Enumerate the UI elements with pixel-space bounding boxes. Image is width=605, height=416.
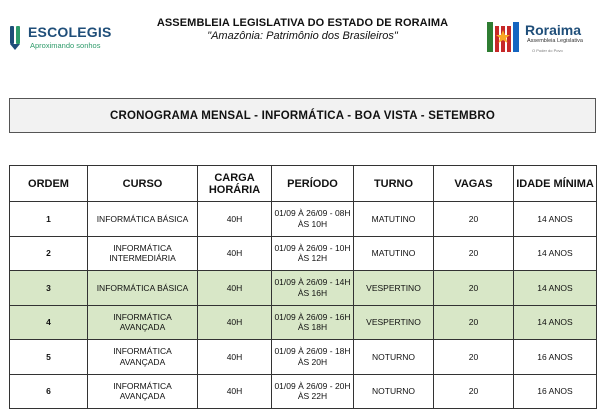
cell-vagas: 20 <box>434 236 514 271</box>
assembleia-building-icon <box>486 20 522 54</box>
page-title: ASSEMBLEIA LEGISLATIVA DO ESTADO DE RORAIMA <box>156 17 449 29</box>
cell-ordem: 5 <box>10 340 88 375</box>
table-row <box>10 236 597 271</box>
header-curso: CURSO <box>88 166 198 202</box>
cell-carga: 40H <box>198 271 272 306</box>
page-subtitle: "Amazônia: Patrimônio dos Brasileiros" <box>207 30 398 42</box>
assembleia-roraima-logo <box>486 18 600 62</box>
header-idade-minima: IDADE MÍNIMA <box>514 166 597 202</box>
cell-turno: MATUTINO <box>354 202 434 237</box>
cell-turno: NOTURNO <box>354 374 434 409</box>
cell-turno: NOTURNO <box>354 340 434 375</box>
cell-curso: INFORMÁTICA AVANÇADA <box>88 340 198 375</box>
cell-turno: VESPERTINO <box>354 271 434 306</box>
cell-periodo: 01/09 À 26/09 - 10H ÀS 12H <box>272 236 354 271</box>
cell-carga: 40H <box>198 340 272 375</box>
cell-vagas: 20 <box>434 340 514 375</box>
cell-turno: MATUTINO <box>354 236 434 271</box>
cell-curso: INFORMÁTICA BÁSICA <box>88 271 198 306</box>
roraima-name: Roraima <box>525 22 582 38</box>
cell-turno: VESPERTINO <box>354 305 434 340</box>
cell-vagas: 20 <box>434 374 514 409</box>
roraima-motto: O Poder do Povo <box>532 48 563 53</box>
cell-carga: 40H <box>198 202 272 237</box>
table-row <box>10 202 597 237</box>
cell-idade: 14 ANOS <box>514 236 597 271</box>
cell-carga: 40H <box>198 236 272 271</box>
header-carga-horaria: CARGA HORÁRIA <box>198 166 272 202</box>
cell-ordem: 2 <box>10 236 88 271</box>
escolegis-tagline: Aproximando sonhos <box>30 41 101 50</box>
cell-ordem: 1 <box>10 202 88 237</box>
schedule-banner-title: CRONOGRAMA MENSAL - INFORMÁTICA - BOA VISTA - SETEMBRO <box>9 98 596 133</box>
cell-idade: 14 ANOS <box>514 202 597 237</box>
cell-periodo: 01/09 À 26/09 - 14H ÀS 16H <box>272 271 354 306</box>
cell-idade: 16 ANOS <box>514 374 597 409</box>
cell-curso: INFORMÁTICA INTERMEDIÁRIA <box>88 236 198 271</box>
cell-periodo: 01/09 À 26/09 - 18H ÀS 20H <box>272 340 354 375</box>
page-header <box>0 0 605 64</box>
cell-ordem: 4 <box>10 305 88 340</box>
table-header-row <box>10 166 597 202</box>
cell-periodo: 01/09 À 26/09 - 20H ÀS 22H <box>272 374 354 409</box>
cell-curso: INFORMÁTICA AVANÇADA <box>88 374 198 409</box>
cell-vagas: 20 <box>434 305 514 340</box>
table-row-highlighted <box>10 305 597 340</box>
cell-ordem: 3 <box>10 271 88 306</box>
cell-vagas: 20 <box>434 202 514 237</box>
table-row <box>10 340 597 375</box>
header-turno: TURNO <box>354 166 434 202</box>
cell-ordem: 6 <box>10 374 88 409</box>
cell-periodo: 01/09 À 26/09 - 16H ÀS 18H <box>272 305 354 340</box>
escolegis-pen-icon <box>8 24 26 50</box>
cell-idade: 14 ANOS <box>514 305 597 340</box>
header-ordem: ORDEM <box>10 166 88 202</box>
cell-curso: INFORMÁTICA BÁSICA <box>88 202 198 237</box>
cell-carga: 40H <box>198 305 272 340</box>
header-title-block <box>130 17 475 42</box>
cell-curso: INFORMÁTICA AVANÇADA <box>88 305 198 340</box>
roraima-subtitle: Assembleia Legislativa <box>527 38 583 44</box>
escolegis-name: ESCOLEGIS <box>28 24 112 40</box>
escolegis-logo <box>8 22 128 56</box>
cell-vagas: 20 <box>434 271 514 306</box>
table-row <box>10 374 597 409</box>
table-row-highlighted <box>10 271 597 306</box>
header-vagas: VAGAS <box>434 166 514 202</box>
cell-carga: 40H <box>198 374 272 409</box>
cell-idade: 16 ANOS <box>514 340 597 375</box>
schedule-table <box>9 165 597 409</box>
header-periodo: PERÍODO <box>272 166 354 202</box>
cell-idade: 14 ANOS <box>514 271 597 306</box>
cell-periodo: 01/09 À 26/09 - 08H ÀS 10H <box>272 202 354 237</box>
